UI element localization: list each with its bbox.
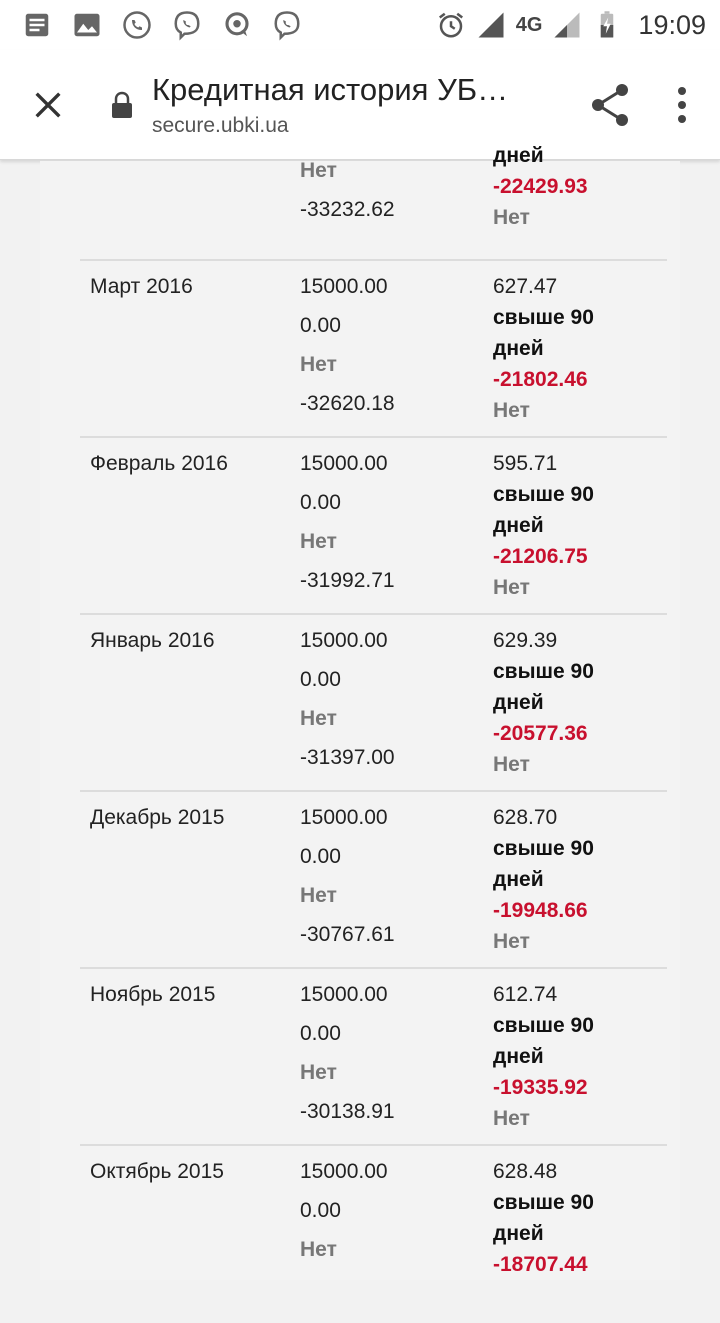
paid-value: 0.00 [300, 845, 341, 868]
viber-icon-2 [272, 10, 302, 40]
balance-value: -30138.91 [300, 1100, 395, 1123]
notes-icon [22, 10, 52, 40]
clock: 19:09 [638, 9, 706, 40]
month-label: Январь 2016 [90, 629, 215, 652]
overdue-sum: 628.48 [493, 1160, 558, 1183]
overdue-status: Нет [493, 1107, 530, 1130]
overdue-label: свыше 90 [493, 1014, 594, 1037]
limit-value: 15000.00 [300, 806, 388, 829]
table-row [80, 615, 667, 792]
status-value: Нет [300, 159, 337, 182]
overdue-label: дней [493, 144, 544, 167]
right-column [493, 625, 594, 780]
secure-lock[interactable] [104, 50, 140, 160]
mid-column [300, 802, 395, 958]
status-value: Нет [300, 353, 337, 376]
balance-value: -30767.61 [300, 923, 395, 946]
paid-value: 0.00 [300, 1022, 341, 1045]
close-button[interactable] [0, 50, 96, 160]
credit-history-table [80, 145, 667, 1323]
balance-value: -31992.71 [300, 569, 395, 592]
overdue-label: свыше 90 [493, 837, 594, 860]
image-icon [72, 10, 102, 40]
overdue-amount: -21206.75 [493, 545, 588, 568]
overdue-label: свыше 90 [493, 306, 594, 329]
share-icon [590, 83, 630, 127]
right-column [493, 140, 588, 233]
mid-column [300, 625, 395, 781]
paid-value: 0.00 [300, 314, 341, 337]
month-label: Март 2016 [90, 275, 193, 298]
overdue-label-days: дней [493, 1045, 544, 1068]
notification-icons [22, 10, 302, 40]
overdue-label-days: дней [493, 514, 544, 537]
overdue-sum: 612.74 [493, 983, 558, 1006]
more-vert-icon [677, 87, 687, 123]
browser-toolbar [0, 50, 720, 160]
right-column [493, 979, 594, 1134]
overflow-menu-button[interactable] [650, 50, 714, 160]
page-title: Кредитная история УБ… [152, 71, 509, 107]
right-column [493, 1156, 594, 1280]
overdue-status: Нет [493, 206, 530, 229]
limit-value: 15000.00 [300, 629, 388, 652]
overdue-status: Нет [493, 576, 530, 599]
overdue-amount: -18707.44 [493, 1253, 588, 1276]
lock-icon [111, 92, 133, 118]
viber-icon [172, 10, 202, 40]
overdue-label-days: дней [493, 337, 544, 360]
overdue-amount: -19335.92 [493, 1076, 588, 1099]
page-url: secure.ubki.ua [152, 113, 289, 137]
limit-value: 15000.00 [300, 1160, 388, 1183]
status-value: Нет [300, 707, 337, 730]
balance-value: -32620.18 [300, 392, 395, 415]
overdue-amount: -22429.93 [493, 175, 588, 198]
status-value: Нет [300, 1238, 337, 1261]
alarm-icon [436, 10, 466, 40]
overdue-status: Нет [493, 753, 530, 776]
overdue-label: свыше 90 [493, 483, 594, 506]
month-label: Декабрь 2015 [90, 806, 225, 829]
overdue-label: свыше 90 [493, 660, 594, 683]
status-bar [0, 0, 720, 50]
mid-column [300, 271, 395, 427]
balance-value: -31397.00 [300, 746, 395, 769]
close-icon [31, 88, 65, 122]
overdue-amount: -20577.36 [493, 722, 588, 745]
mid-column [300, 1156, 388, 1273]
status-value: Нет [300, 1061, 337, 1084]
overdue-amount: -21802.46 [493, 368, 588, 391]
overdue-sum: 628.70 [493, 806, 558, 829]
table-row [80, 261, 667, 438]
overdue-status: Нет [493, 930, 530, 953]
table-row [80, 145, 667, 261]
limit-value: 15000.00 [300, 452, 388, 475]
month-label: Февраль 2016 [90, 452, 228, 475]
balance-value: -33232.62 [300, 198, 395, 221]
overdue-sum: 629.39 [493, 629, 558, 652]
paid-value: 0.00 [300, 1199, 341, 1222]
paid-value: 0.00 [300, 668, 341, 691]
status-value: Нет [300, 530, 337, 553]
right-column [493, 271, 594, 426]
table-row [80, 1146, 667, 1323]
limit-value: 15000.00 [300, 275, 388, 298]
status-value: Нет [300, 884, 337, 907]
phone-call-icon [122, 10, 152, 40]
overdue-sum: 627.47 [493, 275, 558, 298]
table-row [80, 792, 667, 969]
right-column [493, 802, 594, 957]
overdue-label-days: дней [493, 691, 544, 714]
overdue-label-days: дней [493, 868, 544, 891]
signal-icon-2 [552, 10, 582, 40]
system-icons [436, 10, 706, 41]
network-type-label: 4G [515, 13, 543, 36]
month-label: Ноябрь 2015 [90, 983, 216, 1006]
battery-charging-icon [592, 10, 622, 40]
chat-bubble-icon [222, 10, 252, 40]
overdue-label: свыше 90 [493, 1191, 594, 1214]
overdue-sum: 595.71 [493, 452, 558, 475]
table-row [80, 438, 667, 615]
overdue-label-days: дней [493, 1222, 544, 1245]
table-row [80, 969, 667, 1146]
paid-value: 0.00 [300, 491, 341, 514]
limit-value: 15000.00 [300, 983, 388, 1006]
page-content[interactable] [40, 144, 680, 1280]
mid-column [300, 448, 395, 604]
mid-column [300, 155, 395, 233]
right-column [493, 448, 594, 603]
overdue-amount: -19948.66 [493, 899, 588, 922]
overdue-status: Нет [493, 399, 530, 422]
month-label: Октябрь 2015 [90, 1160, 224, 1183]
title-block[interactable] [152, 72, 542, 138]
mid-column [300, 979, 395, 1135]
signal-icon [476, 10, 506, 40]
